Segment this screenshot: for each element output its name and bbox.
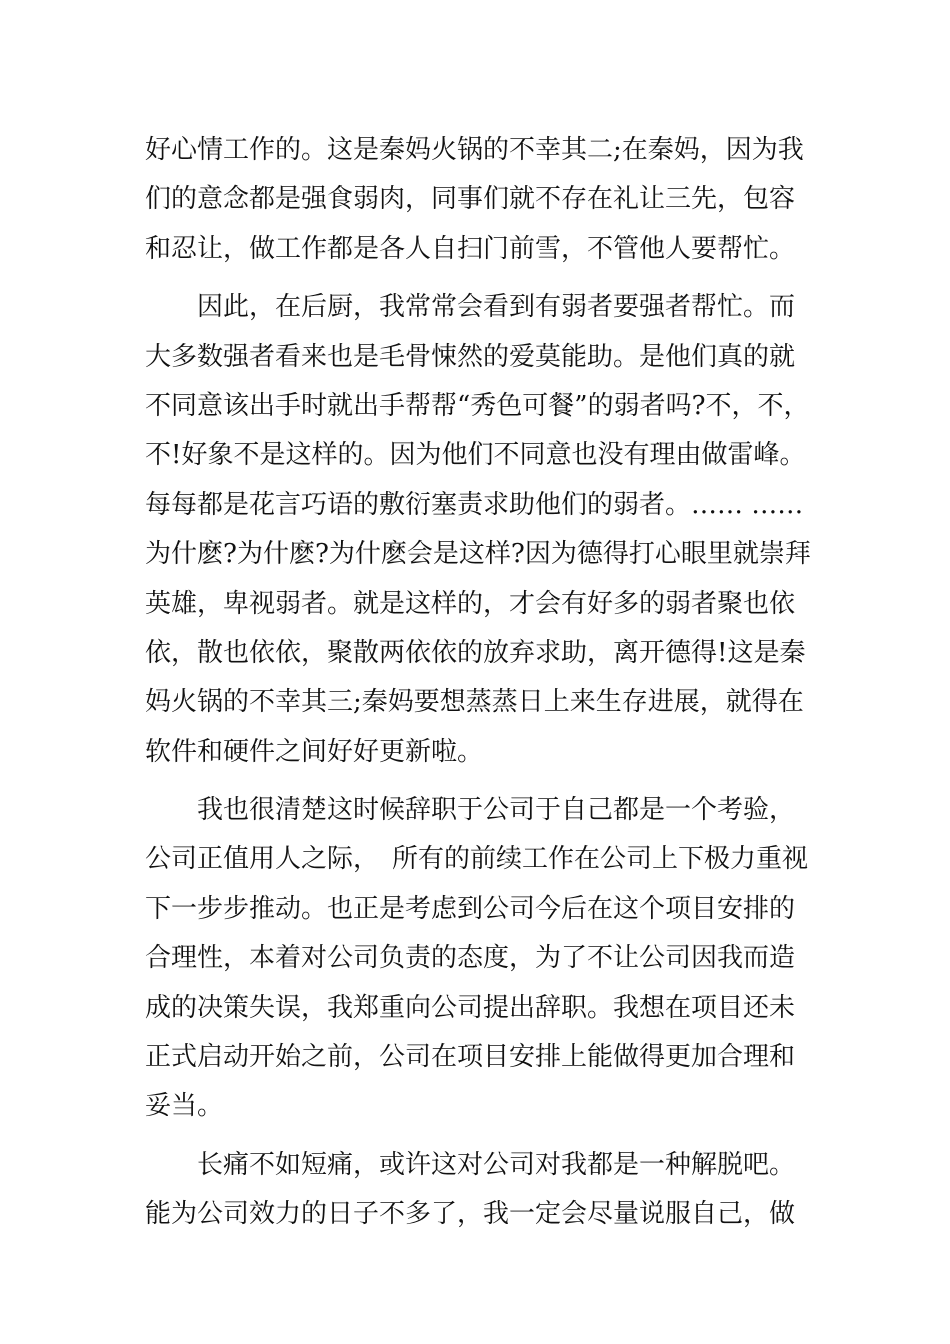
text-line: 妥当。 bbox=[145, 1091, 224, 1122]
text-line: 公司正值用人之际， 所有的前续工作在公司上下极力重视 bbox=[145, 844, 809, 875]
text-line: 下一步步推动。也正是考虑到公司今后在这个项目安排的 bbox=[145, 893, 796, 924]
text-line: 长痛不如短痛，或许这对公司对我都是一种解脱吧。 bbox=[145, 1149, 796, 1180]
text-line: 好心情工作的。这是秦妈火锅的不幸其二;在秦妈，因为我 bbox=[145, 135, 804, 165]
document-body bbox=[145, 126, 810, 1240]
text-line: 每每都是花言巧语的敷衍塞责求助他们的弱者。…… …… bbox=[145, 489, 804, 520]
paragraph-2 bbox=[145, 283, 810, 777]
text-line: 成的决策失误，我郑重向公司提出辞职。我想在项目还未 bbox=[145, 992, 796, 1023]
text-line: 依，散也依依，聚散两依依的放弃求助，离开德得!这是秦 bbox=[145, 637, 806, 668]
paragraph-1 bbox=[145, 126, 810, 274]
paragraph-4 bbox=[145, 1141, 810, 1240]
text-line: 妈火锅的不幸其三;秦妈要想蒸蒸日上来生存进展，就得在 bbox=[145, 687, 804, 718]
text-line: 合理性，本着对公司负责的态度，为了不让公司因我而造 bbox=[145, 943, 796, 974]
paragraph-spacer bbox=[145, 274, 810, 283]
text-line: 大多数强者看来也是毛骨悚然的爱莫能助。是他们真的就 bbox=[145, 341, 796, 372]
text-line: 我也很清楚这时候辞职于公司于自己都是一个考验， bbox=[145, 795, 796, 826]
text-line: 因此，在后厨，我常常会看到有弱者要强者帮忙。而 bbox=[145, 292, 796, 323]
text-line: 英雄，卑视弱者。就是这样的，才会有好多的弱者聚也依 bbox=[145, 588, 796, 619]
paragraph-spacer bbox=[145, 1132, 810, 1141]
text-line: 能为公司效力的日子不多了，我一定会尽量说服自己，做 bbox=[145, 1199, 796, 1230]
text-line: 为什麽?为什麽?为什麽会是这样?因为德得打心眼里就崇拜 bbox=[145, 539, 811, 570]
paragraph-spacer bbox=[145, 777, 810, 786]
text-line: 不!好象不是这样的。因为他们不同意也没有理由做雷峰。 bbox=[145, 440, 806, 471]
text-line: 正式启动开始之前，公司在项目安排上能做得更加合理和 bbox=[145, 1042, 796, 1073]
text-line: 不同意该出手时就出手帮帮“秀色可餐”的弱者吗?不，不， bbox=[145, 390, 810, 421]
text-line: 软件和硬件之间好好更新啦。 bbox=[145, 736, 484, 767]
text-line: 们的意念都是强食弱肉，同事们就不存在礼让三先，包容 bbox=[145, 184, 796, 215]
text-line: 和忍让，做工作都是各人自扫门前雪，不管他人要帮忙。 bbox=[145, 233, 796, 264]
paragraph-3 bbox=[145, 786, 810, 1132]
